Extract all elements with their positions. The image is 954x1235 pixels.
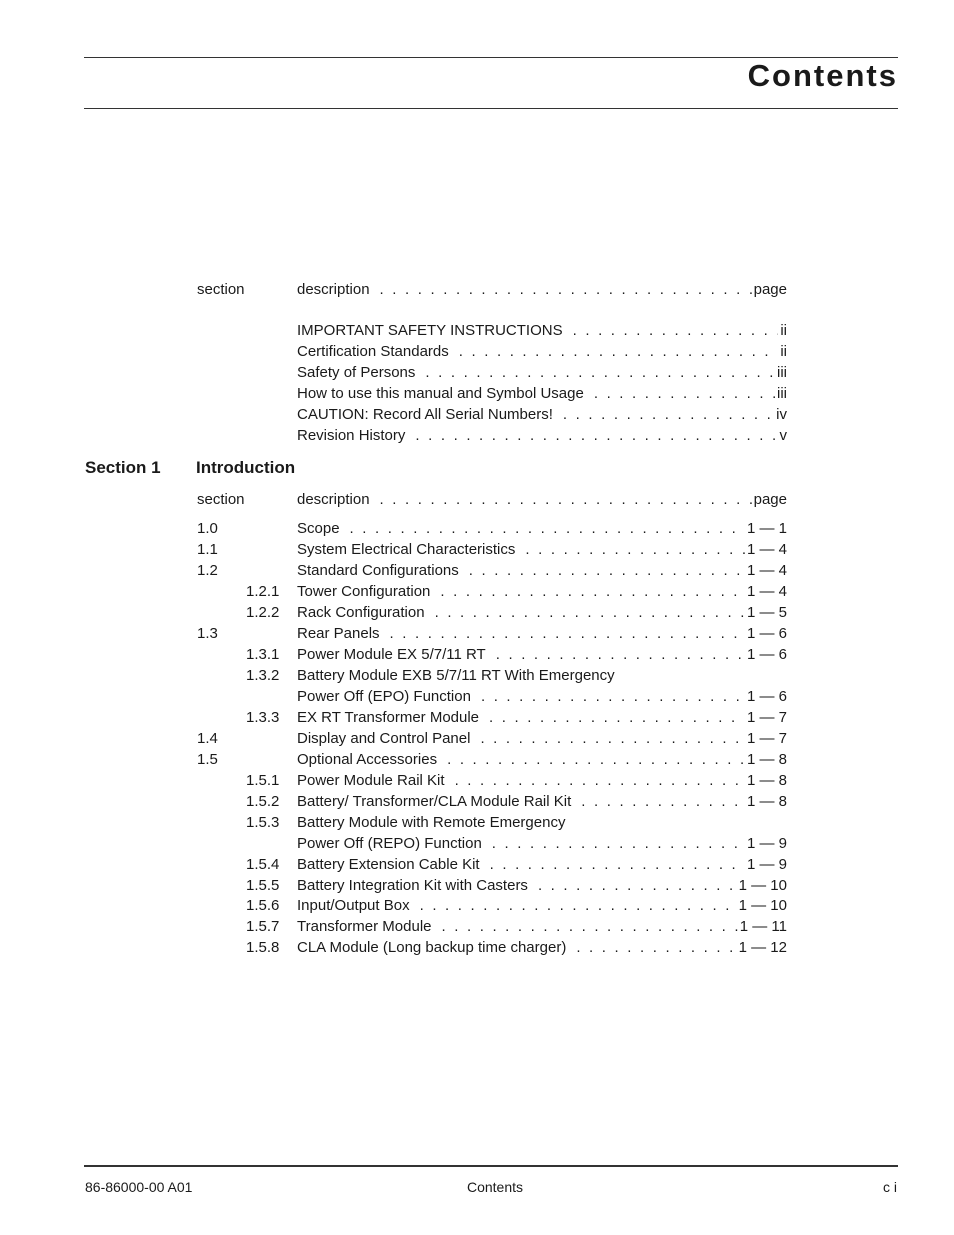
dot-leader <box>490 854 745 875</box>
toc-row[interactable] <box>0 644 954 665</box>
toc-row[interactable] <box>0 404 954 425</box>
toc-description: Optional Accessories <box>297 751 438 768</box>
toc-page: 1 — 1 <box>746 520 787 537</box>
toc-row[interactable] <box>0 728 954 749</box>
toc-section-number: 1.5.1 <box>246 772 280 789</box>
title-rule <box>84 108 898 109</box>
toc-row[interactable] <box>0 341 954 362</box>
toc-row[interactable] <box>0 895 954 916</box>
toc-page: v <box>779 427 787 444</box>
dot-leader <box>420 895 737 916</box>
toc-page: 1 — 6 <box>746 625 787 642</box>
toc-section-number: 1.5.8 <box>246 939 280 956</box>
toc-section-number: 1.2.1 <box>246 583 280 600</box>
toc-row[interactable] <box>0 320 954 341</box>
dot-leader <box>480 728 745 749</box>
toc-row[interactable] <box>0 581 954 602</box>
toc-page: 1 — 9 <box>746 856 787 873</box>
page-footer <box>0 1178 954 1196</box>
dot-leader <box>390 623 745 644</box>
footer-page-number: c i <box>883 1179 897 1195</box>
toc-section-number: 1.4 <box>197 730 218 747</box>
toc-page: 1 — 8 <box>746 793 787 810</box>
dot-leader <box>581 791 745 812</box>
toc-section-number: 1.5.3 <box>246 814 280 831</box>
section-column-header: section <box>197 491 245 508</box>
dot-leader <box>447 749 745 770</box>
toc-row[interactable] <box>0 362 954 383</box>
description-column-header: description <box>297 281 370 298</box>
dot-leader <box>380 279 752 300</box>
toc-description: IMPORTANT SAFETY INSTRUCTIONS <box>297 322 563 339</box>
toc-description: Transformer Module <box>297 918 432 935</box>
toc-row[interactable] <box>0 749 954 770</box>
toc-section-number: 1.3.1 <box>246 646 280 663</box>
toc-section-number: 1.3.3 <box>246 709 280 726</box>
dot-leader <box>573 320 779 341</box>
toc-description: EX RT Transformer Module <box>297 709 480 726</box>
dot-leader <box>469 560 745 581</box>
page-column-header: page <box>753 281 787 298</box>
dot-leader <box>455 770 745 791</box>
footer-rule <box>84 1165 898 1167</box>
toc-description: Certification Standards <box>297 343 449 360</box>
toc-row[interactable] <box>0 707 954 728</box>
dot-leader <box>350 518 745 539</box>
section-title: Introduction <box>196 458 296 477</box>
toc-row[interactable] <box>0 791 954 812</box>
toc-section-number: 1.5 <box>197 751 218 768</box>
toc-section-number: 1.1 <box>197 541 218 558</box>
toc-row[interactable] <box>0 916 954 937</box>
toc-description: CAUTION: Record All Serial Numbers! <box>297 406 553 423</box>
toc-header-row <box>0 489 954 510</box>
toc-page: 1 — 12 <box>738 939 787 956</box>
toc-section-number: 1.2.2 <box>246 604 280 621</box>
toc-page: 1 — 5 <box>746 604 787 621</box>
section-label: Section 1 <box>85 458 161 477</box>
toc-description: How to use this manual and Symbol Usage <box>297 385 584 402</box>
page-title: Contents <box>747 58 898 93</box>
toc-description: Battery Extension Cable Kit <box>297 856 480 873</box>
toc-page: iv <box>776 406 787 423</box>
toc-description: Power Module Rail Kit <box>297 772 445 789</box>
toc-description: Rack Configuration <box>297 604 425 621</box>
dot-leader <box>440 581 745 602</box>
toc-description: Scope <box>297 520 340 537</box>
toc-row[interactable] <box>0 518 954 539</box>
toc-section-number: 1.0 <box>197 520 218 537</box>
toc-page: 1 — 7 <box>746 709 787 726</box>
toc-row[interactable] <box>0 560 954 581</box>
toc-description: Display and Control Panel <box>297 730 471 747</box>
page-column-header: page <box>753 491 787 508</box>
toc-description: Tower Configuration <box>297 583 431 600</box>
toc-page: 1 — 11 <box>739 918 787 935</box>
toc-section-number: 1.2 <box>197 562 218 579</box>
toc-page: 1 — 4 <box>746 583 787 600</box>
dot-leader <box>538 875 737 896</box>
toc-row[interactable] <box>0 875 954 896</box>
toc-row[interactable] <box>0 425 954 446</box>
toc-section-number: 1.5.4 <box>246 856 280 873</box>
footer-doc-number: 86-86000-00 A01 <box>85 1179 193 1195</box>
dot-leader <box>489 707 745 728</box>
description-column-header-entry <box>297 489 787 510</box>
toc-row[interactable] <box>0 383 954 404</box>
toc-row[interactable] <box>0 665 954 686</box>
toc-description: Revision History <box>297 427 406 444</box>
toc-section-number: 1.5.2 <box>246 793 280 810</box>
toc-page: 1 — 10 <box>738 877 787 894</box>
footer-title: Contents <box>466 1179 524 1195</box>
toc-section-number: 1.5.5 <box>246 877 280 894</box>
toc-description-continuation: Power Off (EPO) Function <box>297 688 471 705</box>
toc-row[interactable] <box>0 539 954 560</box>
toc-page: 1 — 4 <box>746 562 787 579</box>
toc-row-continuation[interactable] <box>0 833 954 854</box>
description-column-header: description <box>297 491 370 508</box>
dot-leader <box>481 686 745 707</box>
toc-page: 1 — 6 <box>746 646 787 663</box>
toc-description: System Electrical Characteristics <box>297 541 516 558</box>
toc-row[interactable] <box>0 770 954 791</box>
toc-row[interactable] <box>0 602 954 623</box>
toc-description: Battery/ Transformer/CLA Module Rail Kit <box>297 793 572 810</box>
dot-leader <box>415 425 777 446</box>
toc-section-number: 1.5.7 <box>246 918 280 935</box>
toc-description: CLA Module (Long backup time charger) <box>297 939 567 956</box>
dot-leader <box>496 644 745 665</box>
dot-leader <box>442 916 738 937</box>
toc-description: Standard Configurations <box>297 562 459 579</box>
toc-description-continuation: Power Off (REPO) Function <box>297 835 482 852</box>
toc-page: 1 — 9 <box>746 835 787 852</box>
dot-leader <box>425 362 775 383</box>
toc-description: Safety of Persons <box>297 364 416 381</box>
toc-page: iii <box>777 364 787 381</box>
toc-description: Battery Module with Remote Emergency <box>297 814 566 831</box>
dot-leader <box>492 833 745 854</box>
dot-leader <box>435 602 745 623</box>
toc-description: Battery Module EXB 5/7/11 RT With Emergency <box>297 667 615 684</box>
toc-page: 1 — 7 <box>746 730 787 747</box>
toc-page: 1 — 10 <box>738 897 787 914</box>
dot-leader <box>525 539 745 560</box>
toc-page: 1 — 8 <box>746 751 787 768</box>
toc-description: Rear Panels <box>297 625 380 642</box>
toc-header-row <box>0 279 954 300</box>
dot-leader <box>576 937 736 958</box>
description-column-header-entry <box>297 279 787 300</box>
toc-row[interactable] <box>0 937 954 958</box>
toc-section-number: 1.3.2 <box>246 667 280 684</box>
dot-leader <box>459 341 779 362</box>
toc-page: ii <box>780 322 787 339</box>
toc-row[interactable] <box>0 812 954 833</box>
toc-description: Power Module EX 5/7/11 RT <box>297 646 486 663</box>
toc-row[interactable] <box>0 854 954 875</box>
toc-section-number: 1.3 <box>197 625 218 642</box>
dot-leader <box>594 383 775 404</box>
toc-description: Input/Output Box <box>297 897 410 914</box>
dot-leader <box>563 404 774 425</box>
toc-row-continuation[interactable] <box>0 686 954 707</box>
toc-page: 1 — 8 <box>746 772 787 789</box>
section-heading <box>0 457 954 479</box>
toc-section-number: 1.5.6 <box>246 897 280 914</box>
toc-page: 1 — 6 <box>746 688 787 705</box>
toc-page: ii <box>780 343 787 360</box>
toc-description: Battery Integration Kit with Casters <box>297 877 528 894</box>
toc-page: iii <box>777 385 787 402</box>
section-column-header: section <box>197 281 245 298</box>
toc-row[interactable] <box>0 623 954 644</box>
dot-leader <box>380 489 752 510</box>
toc-page: 1 — 4 <box>746 541 787 558</box>
